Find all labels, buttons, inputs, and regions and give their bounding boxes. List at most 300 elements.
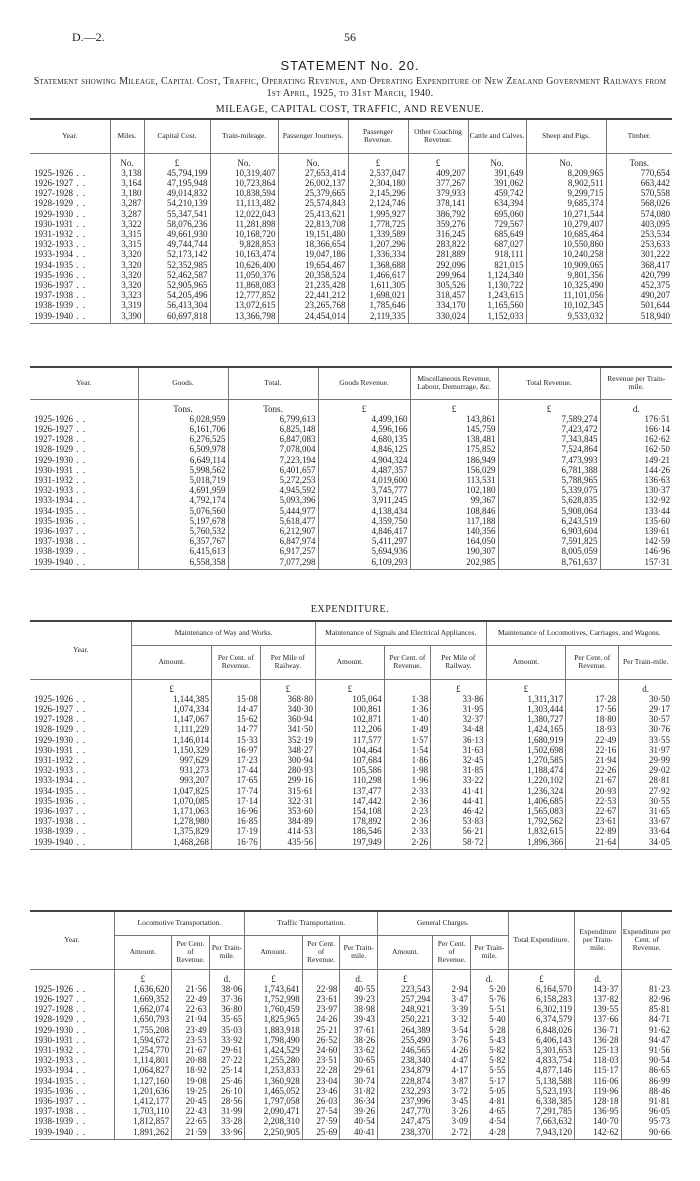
data-cell: 40·54 <box>340 1116 378 1126</box>
unit-label: £ <box>245 969 303 984</box>
unit-label: £ <box>316 679 385 694</box>
data-cell: 17·14 <box>212 796 261 806</box>
data-cell: 3,319 <box>110 300 144 310</box>
sub-header: Amount. <box>245 935 303 969</box>
year-label: 1929-1930 <box>34 734 73 745</box>
table-row <box>30 1106 672 1116</box>
data-cell: 22·28 <box>302 1065 340 1075</box>
column-header: Total Revenue. <box>498 367 600 399</box>
data-cell: 4·54 <box>470 1116 508 1126</box>
data-cell: 1,380,727 <box>486 714 566 724</box>
data-cell: 132·92 <box>600 495 672 505</box>
data-cell: 4,499,160 <box>318 414 410 424</box>
leader-dots: . . <box>73 239 86 250</box>
data-cell: 32·37 <box>431 714 486 724</box>
year-cell <box>30 1086 114 1096</box>
page-header <box>0 30 700 46</box>
data-cell: 15·62 <box>212 714 261 724</box>
data-cell: 36·34 <box>340 1096 378 1106</box>
data-cell: 4·26 <box>433 1045 471 1055</box>
unit-label: £ <box>318 399 410 414</box>
unit-label: Tons. <box>228 399 318 414</box>
data-cell: 9,685,374 <box>526 198 606 208</box>
data-cell: 21·67 <box>566 775 619 785</box>
data-cell: 142·62 <box>575 1127 621 1140</box>
leader-dots: . . <box>73 454 86 465</box>
year-cell <box>30 984 114 994</box>
data-cell: 21·56 <box>172 984 210 994</box>
data-cell: 292,096 <box>408 260 468 270</box>
year-label: 1925-1926 <box>34 983 73 994</box>
data-cell: 21·64 <box>566 837 619 850</box>
data-cell: 1,201,636 <box>114 1086 172 1096</box>
table-row <box>30 984 672 994</box>
data-cell: 281,889 <box>408 249 468 259</box>
sub-header: Per Train-mile. <box>209 935 244 969</box>
data-cell: 29·99 <box>619 755 672 765</box>
data-cell: 10,163,474 <box>210 249 278 259</box>
year-label: 1930-1931 <box>34 464 73 475</box>
data-cell: 6,509,978 <box>138 444 228 454</box>
year-cell <box>30 270 110 280</box>
year-label: 1928-1929 <box>34 724 73 735</box>
units-cell-year <box>30 153 110 168</box>
data-cell: 1,812,857 <box>114 1116 172 1126</box>
data-cell: 143,861 <box>410 414 498 424</box>
data-cell: 20,358,524 <box>278 270 348 280</box>
table-row <box>30 506 672 516</box>
sub-header: Amount. <box>132 645 212 679</box>
data-cell: 139·61 <box>600 526 672 536</box>
data-cell: 238,340 <box>378 1055 433 1065</box>
data-cell: 1,127,160 <box>114 1076 172 1086</box>
year-cell <box>30 1096 114 1106</box>
unit-label: £ <box>431 679 486 694</box>
data-cell: 102,871 <box>316 714 385 724</box>
table-row <box>30 536 672 546</box>
data-cell: 24·60 <box>302 1045 340 1055</box>
data-cell: 1·36 <box>384 704 430 714</box>
year-cell <box>30 806 132 816</box>
data-cell: 52,905,965 <box>144 280 210 290</box>
unit-label: No. <box>526 153 606 168</box>
data-cell: 10,723,864 <box>210 178 278 188</box>
table-row <box>30 239 672 249</box>
data-cell: 30·65 <box>340 1055 378 1065</box>
data-cell: 316,245 <box>408 229 468 239</box>
data-cell: 1,798,490 <box>245 1035 303 1045</box>
data-cell: 16·97 <box>212 745 261 755</box>
leader-dots: . . <box>73 1024 86 1035</box>
table-row <box>30 198 672 208</box>
data-cell: 140,356 <box>410 526 498 536</box>
data-cell: 10,325,490 <box>526 280 606 290</box>
table-row <box>30 168 672 178</box>
leader-dots: . . <box>73 536 86 547</box>
sub-header: Per Cent. of Revenue. <box>212 645 261 679</box>
column-header: Total. <box>228 367 318 399</box>
table-row <box>30 526 672 536</box>
data-cell: 58·72 <box>431 837 486 850</box>
sub-header: Amount. <box>114 935 172 969</box>
data-cell: 257,294 <box>378 994 433 1004</box>
data-cell: 186,546 <box>316 826 385 836</box>
data-cell: 5,694,936 <box>318 546 410 556</box>
data-cell: 821,015 <box>468 260 526 270</box>
data-cell: 36·80 <box>209 1004 244 1014</box>
data-cell: 128·18 <box>575 1096 621 1106</box>
data-cell: 40·55 <box>340 984 378 994</box>
data-cell: 115·17 <box>575 1065 621 1075</box>
data-cell: 6,649,114 <box>138 455 228 465</box>
data-cell: 5·55 <box>470 1065 508 1075</box>
units-row <box>30 153 672 168</box>
data-cell: 5,788,965 <box>498 475 600 485</box>
year-label: 1934-1935 <box>34 785 73 796</box>
data-cell: 23·51 <box>302 1055 340 1065</box>
data-cell: 5,197,678 <box>138 516 228 526</box>
year-cell <box>30 1045 114 1055</box>
data-cell: 30·74 <box>340 1076 378 1086</box>
table-row <box>30 806 672 816</box>
data-cell: 11,050,376 <box>210 270 278 280</box>
data-cell: 1,465,052 <box>245 1086 303 1096</box>
data-cell: 4,019,600 <box>318 475 410 485</box>
leader-dots: . . <box>73 515 86 526</box>
leader-dots: . . <box>73 188 86 199</box>
data-cell: 6,847,083 <box>228 434 318 444</box>
data-cell: 2·33 <box>384 786 430 796</box>
data-cell: 100,861 <box>316 704 385 714</box>
data-cell: 7,343,845 <box>498 434 600 444</box>
data-cell: 2,124,746 <box>348 198 408 208</box>
year-label: 1932-1933 <box>34 239 73 250</box>
data-cell: 36·13 <box>431 735 486 745</box>
year-label: 1934-1935 <box>34 259 73 270</box>
table-row <box>30 1014 672 1024</box>
data-cell: 19·25 <box>172 1086 210 1096</box>
data-cell: 178,892 <box>316 816 385 826</box>
data-cell: 7,223,194 <box>228 455 318 465</box>
data-cell: 8,761,637 <box>498 557 600 570</box>
data-cell: 40·41 <box>340 1127 378 1140</box>
year-label: 1931-1932 <box>34 474 73 485</box>
transportation-general-expenditure-table <box>30 910 672 1140</box>
year-cell <box>30 714 132 724</box>
data-cell: 6,415,613 <box>138 546 228 556</box>
leader-dots: . . <box>73 1055 86 1066</box>
unit-label: £ <box>114 969 172 984</box>
data-cell: 1,662,074 <box>114 1004 172 1014</box>
data-cell: 1,152,033 <box>468 311 526 324</box>
data-cell: 6,917,257 <box>228 546 318 556</box>
table-row <box>30 786 672 796</box>
data-cell: 570,558 <box>606 188 672 198</box>
data-cell: 190,307 <box>410 546 498 556</box>
year-label: 1925-1926 <box>34 413 73 424</box>
year-cell <box>30 485 138 495</box>
data-cell: 41·41 <box>431 786 486 796</box>
data-cell: 91·81 <box>621 1096 672 1106</box>
year-label: 1937-1938 <box>34 536 73 547</box>
data-cell: 6,028,959 <box>138 414 228 424</box>
data-cell: 1·96 <box>384 775 430 785</box>
year-label: 1933-1934 <box>34 1065 73 1076</box>
leader-dots: . . <box>73 775 86 786</box>
data-cell: 3·09 <box>433 1116 471 1126</box>
group-header: Maintenance of Locomotives, Carriages, and Wagons. <box>486 621 672 645</box>
year-label: 1930-1931 <box>34 744 73 755</box>
data-cell: 39·23 <box>340 994 378 1004</box>
year-cell <box>30 229 110 239</box>
data-cell: 322·31 <box>260 796 315 806</box>
year-cell <box>30 765 132 775</box>
data-cell: 4,846,417 <box>318 526 410 536</box>
table-row <box>30 694 672 704</box>
year-cell <box>30 786 132 796</box>
data-cell: 5·82 <box>470 1045 508 1055</box>
units-cell-year <box>30 969 114 984</box>
data-cell: 1,466,617 <box>348 270 408 280</box>
data-cell: 1,743,641 <box>245 984 303 994</box>
data-cell: 7,589,274 <box>498 414 600 424</box>
leader-dots: . . <box>73 1044 86 1055</box>
data-cell: 729,567 <box>468 219 526 229</box>
data-cell: 1,311,317 <box>486 694 566 704</box>
data-cell: 334,170 <box>408 300 468 310</box>
data-cell: 139·55 <box>575 1004 621 1014</box>
data-cell: 305,526 <box>408 280 468 290</box>
data-cell: 1,336,334 <box>348 249 408 259</box>
year-label: 1938-1939 <box>34 826 73 837</box>
leader-dots: . . <box>73 1034 86 1045</box>
data-cell: 11,113,482 <box>210 198 278 208</box>
year-label: 1926-1927 <box>34 423 73 434</box>
table-row <box>30 1025 672 1035</box>
year-label: 1929-1930 <box>34 1024 73 1035</box>
data-cell: 91·62 <box>621 1025 672 1035</box>
year-cell <box>30 1014 114 1024</box>
year-cell <box>30 1035 114 1045</box>
data-cell: 143·37 <box>575 984 621 994</box>
data-cell: 33·22 <box>431 775 486 785</box>
data-cell: 119·96 <box>575 1086 621 1096</box>
data-cell: 10,102,345 <box>526 300 606 310</box>
data-cell: 21·94 <box>172 1014 210 1024</box>
data-cell: 22·43 <box>172 1106 210 1116</box>
data-cell: 166·14 <box>600 424 672 434</box>
data-cell: 2,145,296 <box>348 188 408 198</box>
data-cell: 22,441,212 <box>278 290 348 300</box>
data-cell: 29·61 <box>209 1045 244 1055</box>
year-cell <box>30 424 138 434</box>
data-cell: 27·92 <box>619 786 672 796</box>
column-header: Passenger Revenue. <box>348 119 408 153</box>
data-cell: 28·56 <box>209 1096 244 1106</box>
data-cell: 247,770 <box>378 1106 433 1116</box>
data-cell: 352·19 <box>260 735 315 745</box>
data-cell: 54,210,139 <box>144 198 210 208</box>
leader-dots: . . <box>73 177 86 188</box>
data-cell: 4,792,174 <box>138 495 228 505</box>
data-cell: 6,781,388 <box>498 465 600 475</box>
data-cell: 23·04 <box>302 1076 340 1086</box>
maintenance-expenditure-table <box>30 620 672 850</box>
year-cell <box>30 300 110 310</box>
data-cell: 5·76 <box>470 994 508 1004</box>
data-cell: 22·16 <box>566 745 619 755</box>
data-cell: 368·80 <box>260 694 315 704</box>
data-cell: 17·23 <box>212 755 261 765</box>
unit-label <box>621 969 672 984</box>
data-cell: 21·94 <box>566 755 619 765</box>
data-cell: 301,222 <box>606 249 672 259</box>
data-cell: 17·65 <box>212 775 261 785</box>
data-cell: 17·74 <box>212 786 261 796</box>
table-row <box>30 455 672 465</box>
data-cell: 9,828,853 <box>210 239 278 249</box>
unit-label: Tons. <box>138 399 228 414</box>
column-header: Miles. <box>110 119 144 153</box>
data-cell: 117,188 <box>410 516 498 526</box>
data-cell: 96·05 <box>621 1106 672 1116</box>
data-cell: 95·73 <box>621 1116 672 1126</box>
data-cell: 14·77 <box>212 724 261 734</box>
table-row <box>30 1116 672 1126</box>
data-cell: 60,697,818 <box>144 311 210 324</box>
sub-header: Amount. <box>316 645 385 679</box>
data-cell: 3,138 <box>110 168 144 178</box>
year-label: 1929-1930 <box>34 208 73 219</box>
data-cell: 18·93 <box>566 724 619 734</box>
data-cell: 15·33 <box>212 735 261 745</box>
data-cell: 384·89 <box>260 816 315 826</box>
data-cell: 25·21 <box>302 1025 340 1035</box>
leader-dots: . . <box>73 734 86 745</box>
data-cell: 10,550,860 <box>526 239 606 249</box>
data-cell: 7,943,120 <box>508 1127 574 1140</box>
table-row <box>30 1086 672 1096</box>
data-cell: 5,076,560 <box>138 506 228 516</box>
data-cell: 378,141 <box>408 198 468 208</box>
data-cell: 33·92 <box>209 1035 244 1045</box>
data-cell: 1,680,919 <box>486 735 566 745</box>
data-cell: 264,389 <box>378 1025 433 1035</box>
leader-dots: . . <box>73 703 86 714</box>
data-cell: 1,502,698 <box>486 745 566 755</box>
data-cell: 7,473,993 <box>498 455 600 465</box>
data-cell: 176·51 <box>600 414 672 424</box>
data-cell: 1,406,685 <box>486 796 566 806</box>
data-cell: 318,457 <box>408 290 468 300</box>
table-row <box>30 745 672 755</box>
table-row <box>30 249 672 259</box>
data-cell: 23·49 <box>172 1025 210 1035</box>
data-cell: 22·67 <box>566 806 619 816</box>
data-cell: 26·10 <box>209 1086 244 1096</box>
data-cell: 1,278,980 <box>132 816 212 826</box>
data-cell: 25,574,843 <box>278 198 348 208</box>
data-cell: 105,586 <box>316 765 385 775</box>
data-cell: 253,633 <box>606 239 672 249</box>
data-cell: 1,254,770 <box>114 1045 172 1055</box>
data-cell: 5·20 <box>470 984 508 994</box>
data-cell: 26·03 <box>302 1096 340 1106</box>
data-cell: 19,151,480 <box>278 229 348 239</box>
data-cell: 12,777,852 <box>210 290 278 300</box>
data-cell: 10,626,400 <box>210 260 278 270</box>
data-cell: 6,158,283 <box>508 994 574 1004</box>
unit-label <box>433 969 471 984</box>
data-cell: 133·44 <box>600 506 672 516</box>
data-cell: 1,755,208 <box>114 1025 172 1035</box>
data-cell: 11,281,898 <box>210 219 278 229</box>
data-cell: 4,846,125 <box>318 444 410 454</box>
data-cell: 6,558,358 <box>138 557 228 570</box>
leader-dots: . . <box>73 836 86 847</box>
leader-dots: . . <box>73 805 86 816</box>
data-cell: 5·43 <box>470 1035 508 1045</box>
data-cell: 2·23 <box>384 806 430 816</box>
data-cell: 568,026 <box>606 198 672 208</box>
data-cell: 1,703,110 <box>114 1106 172 1116</box>
leader-dots: . . <box>73 714 86 725</box>
year-label: 1931-1932 <box>34 228 73 239</box>
table-row <box>30 209 672 219</box>
unit-label <box>566 679 619 694</box>
data-cell: 5,523,193 <box>508 1086 574 1096</box>
data-cell: 1,147,067 <box>132 714 212 724</box>
table-row <box>30 260 672 270</box>
group-header: Maintenance of Signals and Electrical Appliances. <box>316 621 486 645</box>
year-label: 1935-1936 <box>34 795 73 806</box>
unit-label: £ <box>508 969 574 984</box>
year-label: 1935-1936 <box>34 1085 73 1096</box>
data-cell: 85·81 <box>621 1004 672 1014</box>
year-label: 1925-1926 <box>34 167 73 178</box>
data-cell: 1,412,177 <box>114 1096 172 1106</box>
data-cell: 918,111 <box>468 249 526 259</box>
leader-dots: . . <box>73 1065 86 1076</box>
year-cell <box>30 209 110 219</box>
leader-dots: . . <box>73 1116 86 1127</box>
year-label: 1931-1932 <box>34 1044 73 1055</box>
sub-header: Per Train-mile. <box>340 935 378 969</box>
data-cell: 234,879 <box>378 1065 433 1075</box>
unit-label: d. <box>619 679 672 694</box>
table-row <box>30 837 672 850</box>
data-cell: 931,273 <box>132 765 212 775</box>
data-cell: 6,212,907 <box>228 526 318 536</box>
data-cell: 280·93 <box>260 765 315 775</box>
column-header-year: Year. <box>30 911 114 969</box>
data-cell: 7,291,785 <box>508 1106 574 1116</box>
data-cell: 23,265,768 <box>278 300 348 310</box>
table-row <box>30 796 672 806</box>
data-cell: 142·59 <box>600 536 672 546</box>
column-header: Train-mileage. <box>210 119 278 153</box>
data-cell: 10,271,544 <box>526 209 606 219</box>
data-cell: 24,454,014 <box>278 311 348 324</box>
data-cell: 1,150,329 <box>132 745 212 755</box>
data-cell: 5·05 <box>470 1086 508 1096</box>
data-cell: 34·05 <box>619 837 672 850</box>
year-cell <box>30 724 132 734</box>
table-row <box>30 1004 672 1014</box>
data-cell: 26,002,137 <box>278 178 348 188</box>
data-cell: 108,846 <box>410 506 498 516</box>
year-label: 1928-1929 <box>34 1014 73 1025</box>
